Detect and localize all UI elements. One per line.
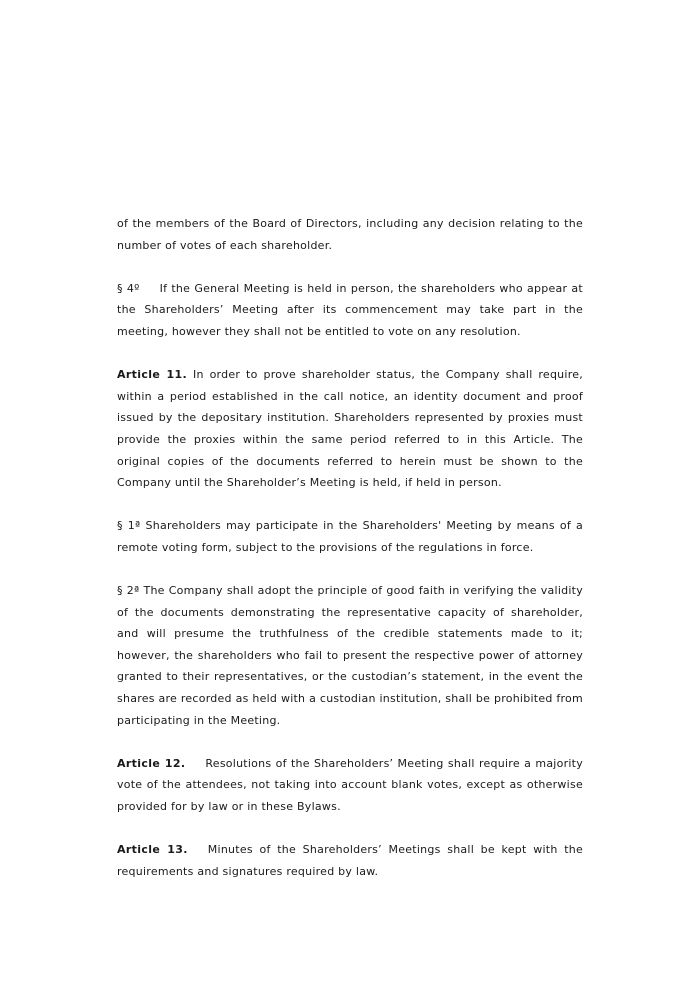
paragraph-article-13 xyxy=(117,839,583,882)
paragraph-section-1 xyxy=(117,515,583,558)
paragraph-text: If the General Meeting is held in person, the shareholders who appear at the Shareholders’ Meeting after its commencement may take part in the meeting, however they shall not be entitled to vote on any resolution. xyxy=(117,281,583,338)
article-heading: Article 11. xyxy=(117,368,188,382)
article-heading: Article 13. xyxy=(117,843,188,857)
paragraph-text: Resolutions of the Shareholders’ Meeting shall require a majority vote of the attendees, not taking into account blank votes, except as otherwise provided for by law or in these Bylaws. xyxy=(117,756,583,814)
paragraph-section-4 xyxy=(117,278,583,343)
paragraph-article-11 xyxy=(117,364,583,494)
paragraph-text: In order to prove shareholder status, the Company shall require, within a period established in the call notice, an identity document and proof issued by the depositary institution. Shareholders represented by proxies must provide the proxies within the same period referred to in this Article. The original copies of the documents referred to herein must be shown to the Company until the Shareholder’s Meeting is held, if held in person. xyxy=(117,368,583,490)
document-body xyxy=(117,213,583,882)
section-marker: § 4º xyxy=(117,281,140,295)
paragraph-text: § 2ª The Company shall adopt the principle of good faith in verifying the validity of the documents demonstrating the representative capacity of shareholder, and will presume the truthfulness of the credible statements made to it; however, the shareholders who fail to present the respective power of attorney granted to their representatives, or the custodian’s statement, in the event the shares are recorded as held with a custodian institution, shall be prohibited from participating in the Meeting. xyxy=(117,584,583,727)
article-heading: Article 12. xyxy=(117,756,186,770)
paragraph-section-2 xyxy=(117,580,583,731)
paragraph-text: Minutes of the Shareholders’ Meetings shall be kept with the requirements and signatures required by law. xyxy=(117,843,583,878)
paragraph-text: of the members of the Board of Directors, including any decision relating to the number of votes of each shareholder. xyxy=(117,217,583,252)
paragraph-article-12 xyxy=(117,753,583,818)
paragraph-text: § 1ª Shareholders may participate in the Shareholders' Meeting by means of a remote voting form, subject to the provisions of the regulations in force. xyxy=(117,519,583,554)
paragraph-board-votes xyxy=(117,213,583,256)
